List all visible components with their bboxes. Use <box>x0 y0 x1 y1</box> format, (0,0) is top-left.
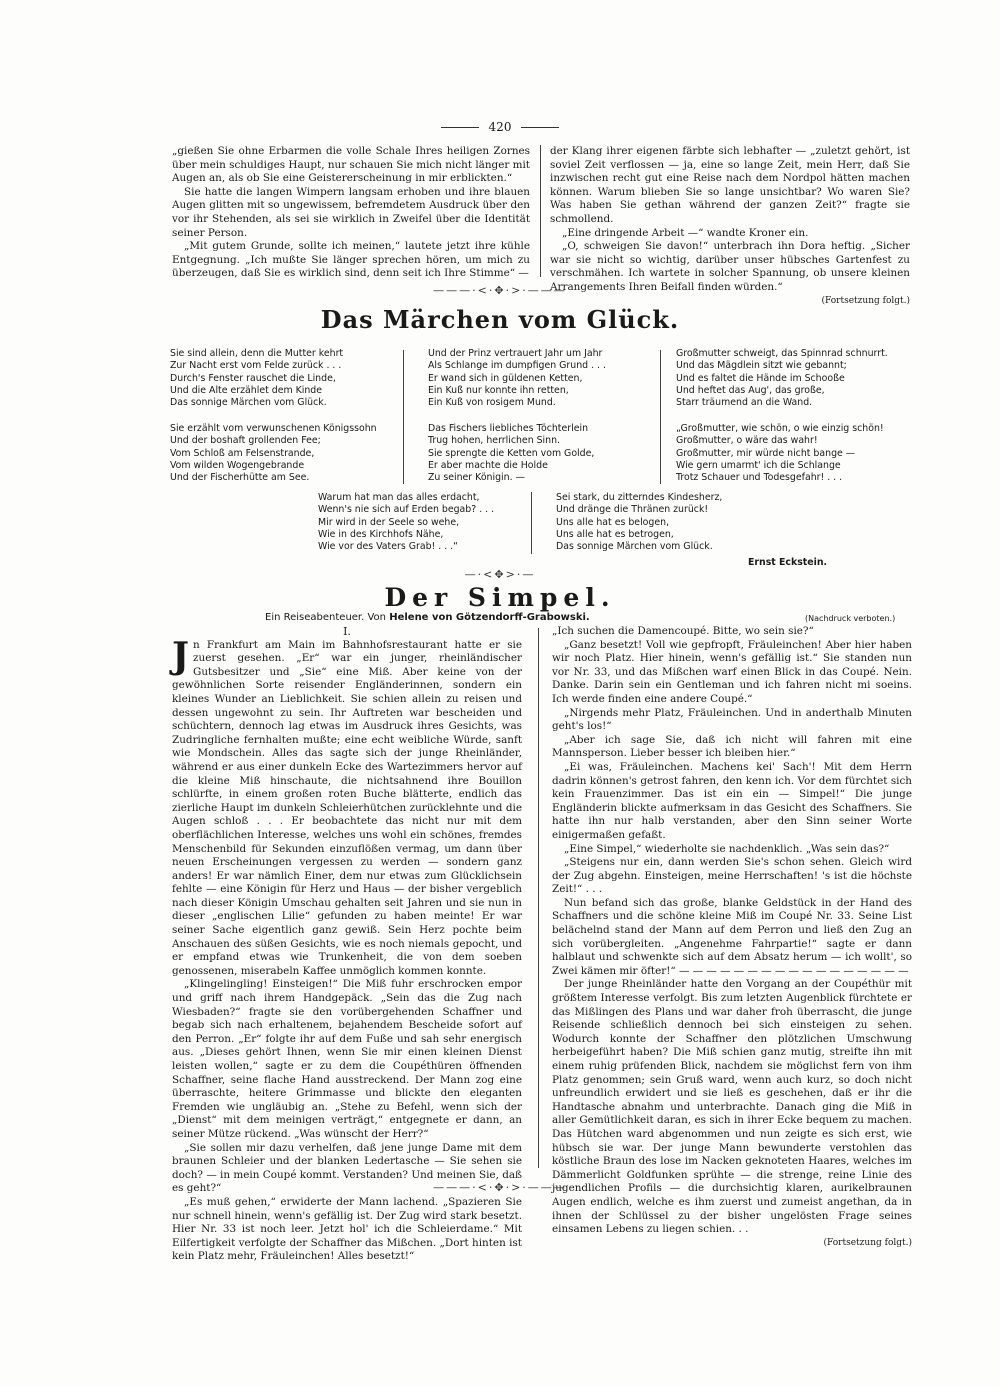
paragraph: „Aber ich sage Sie, daß ich nicht will fahren mit eine Mannsperson. Lieber besser ich bleiben hier.“ <box>552 733 912 760</box>
poem-line: Und der boshaft grollenden Fee; <box>170 435 321 447</box>
poem-stanza <box>428 348 606 409</box>
poem-stanza <box>556 492 722 553</box>
continued-note: (Fortsetzung folgt.) <box>821 295 910 306</box>
paragraph: „Ganz besetzt! Voll wie gepfropft, Fräuleinchen! Aber hier haben wir noch Platz. Hier hinein, wenn's gefällig ist.“ Sie standen nun vor Nr. 33, und das Mißchen warf einen Blick in das Coupé. Nein. Danke. Darin sein ein Gentleman und ich fahren nicht mi soeins. Ich werde finden eine andere Coupé.“ <box>552 638 912 705</box>
poem-line: Großmutter, o wäre das wahr! <box>676 435 818 447</box>
poem-stanza <box>676 423 884 484</box>
paragraph: n Frankfurt am Main im Bahnhofsrestaurant hatte er sie zuerst gesehen. „Er“ war ein junger, rheinländischer Gutsbesitzer und „Sie“ eine Miß. Aber keine von der gewöhnlichen Sorte reisender Engländerinnen, sondern ein kleines Wunder an Lieblichkeit. Sie schien allein zu reisen und dessen ungewohnt zu sein. Ihr Auftreten war bescheiden und schüchtern, dennoch lag etwas im Ausdruck ihres Gesichts, was Zudringliche fernhalten mußte; eine echt weibliche Würde, sanft wie Mondschein. Alles das sagte sich der junge Rheinländer, während er aus einer dunkeln Ecke des Wartezimmers hervor auf die kleine Miß hinschaute, die nichtsahnend ihre Bouillon schlürfte, in einem großen roten Buche blätterte, endlich das zierliche Haupt im dunkeln Schleierhütchen zurücklehnte und die Augen schloß . . . Er beobachtete das nicht nur mit dem oberflächlichen Interesse, welches uns wohl ein schönes, fremdes Menschenbild für Sekunden einzuflößen vermag, um dann über neuen Erscheinungen vergessen zu werden — sondern ganz anders! Er war nämlich Einer, dem nur etwas zum Glücklichsein fehlte — eine Königin für Herz und Haus — der bisher vergeblich nach dieser Königin Umschau gehalten seit Jahren und sie nun in dieser „englischen Lilie“ gefunden zu haben meinte! Er war seiner Sache eigentlich ganz gewiß. Sein Herz pochte beim Anschauen des süßen Gesichts, wie es noch niemals gepocht, und er empfand etwas wie Trunkenheit, die von dem soeben genossenen, miserabeln Kaffee unmöglich kommen konnte. <box>172 638 522 977</box>
ornament-divider-top: ———·<·✥·>·——— <box>433 284 567 297</box>
subtitle-author: Helene von Götzendorff-Grabowski. <box>389 612 590 623</box>
poem-line: Und der Prinz vertrauert Jahr um Jahr <box>428 348 603 359</box>
poem-line: Trotz Schauer und Todesgefahr! . . . <box>676 472 843 484</box>
poem-line: Sie erzählt vom verwunschenen Königssohn <box>170 423 377 434</box>
top-right-column <box>550 145 910 306</box>
poem-line: Das sonnige Märchen vom Glück. <box>170 397 327 409</box>
poem-stanza <box>428 423 594 484</box>
paragraph: „Es muß gehen,“ erwiderte der Mann lachend. „Spazieren Sie nur schnell hinein, wenn's gefällig ist. Der Zug wird stark besetzt. Hier Nr. 33 ist noch leer. Jetzt hol' ich die Schleierdame.“ Mit Eilfertigkeit verfolgte der Schaffner das Mißchen. „Dort hinten ist kein Platz mehr, Fräuleinchen! Alles besetzt!“ <box>172 1195 522 1263</box>
poem-line: Und das Mägdlein sitzt wie gebannt; <box>676 360 847 372</box>
poem-line: Mir wird in der Seele so wehe, <box>318 516 460 528</box>
paragraph: „Nirgends mehr Platz, Fräuleinchen. Und in anderthalb Minuten geht's los!“ <box>552 706 912 733</box>
poem-line: Vom Schloß am Felsenstrande, <box>170 447 315 459</box>
top-column-divider <box>540 145 541 277</box>
poem-line: Als Schlange im dumpfigen Grund . . . <box>428 360 606 372</box>
story-column-divider <box>538 628 539 1168</box>
poem-column-divider <box>660 350 661 484</box>
poem-line: Er aber machte die Holde <box>428 459 548 471</box>
poem-stanza <box>676 348 888 409</box>
poem-line: Uns alle hat es betrogen, <box>556 528 674 540</box>
poem-line: Und es faltet die Hände im Schooße <box>676 372 845 384</box>
poem-line: Und der Fischerhütte am See. <box>170 472 310 484</box>
poem-column-divider <box>403 350 404 484</box>
paragraph: „Klingelingling! Einsteigen!“ Die Miß fuhr erschrocken empor und griff nach ihrem Handgepäck. „Sein das die Zug nach Wiesbaden?“ fragte sie den vorübergehenden Schaffner und begab sich nach erhaltenem, bejahendem Bescheide sofort auf den Perron. „Er“ folgte ihr auf dem Fuße und sah sehr energisch aus. „Dieses gehört Ihnen, wenn Sie mir einen kleinen Dienst leisten wollen,“ sagte er zu dem die Coupéthüren öffnenden Schaffner, seine flache Hand ausstreckend. Der Mann zog eine überraschte, heitere Grimmasse und blickte den eleganten Fremden wie ungläubig an. „Stehe zu Befehl, wenn sich der „Dienst“ mit dem meinigen verträgt,“ entgegnete er dann, an seiner Mütze rückend. „Was wünscht der Herr?“ <box>172 978 522 1140</box>
poem-line: Durch's Fenster rauschet die Linde, <box>170 372 336 384</box>
poem-line: Trug hohen, herrlichen Sinn. <box>428 435 561 447</box>
paragraph: „Eine dringende Arbeit —“ wandte Kroner ein. <box>562 226 809 239</box>
poem-line: Großmutter, mir würde nicht bange — <box>676 447 856 459</box>
poem-line: Großmutter schweigt, das Spinnrad schnurrt. <box>676 348 888 359</box>
poem-line: „Großmutter, wie schön, o wie einzig schön! <box>676 423 884 434</box>
chapter-number: I. <box>343 625 351 638</box>
story-left-column <box>172 625 522 1263</box>
poem-line: Zur Nacht erst vom Felde zurück . . . <box>170 360 342 372</box>
poem-line: Er wand sich in güldenen Ketten, <box>428 372 583 384</box>
poem-author: Ernst Eckstein. <box>748 557 828 568</box>
ornament-divider-mid: —·<✥>·— <box>464 568 536 581</box>
poem-line: Vom wilden Wogengebrande <box>170 459 305 471</box>
paragraph: „Eine Simpel,“ wiederholte sie nachdenklich. „Was sein das?“ <box>564 842 890 855</box>
story-right-column <box>552 625 912 1248</box>
poem-line: Wenn's nie sich auf Erden begab? . . . <box>318 504 495 516</box>
poem-line: Wie gern umarmt' ich die Schlange <box>676 459 841 471</box>
poem-title: Das Märchen vom Glück. <box>320 305 680 334</box>
paragraph: „O, schweigen Sie davon!“ unterbrach ihn Dora heftig. „Sicher war sie nicht so wichtig, darüber unser hübsches Gartenfest zu verschmähen. Ich wartete in solcher Spannung, ob unsere kleinen Arrangements Ihren Beifall finden würden.“ <box>550 240 910 293</box>
poem-line: Das sonnige Märchen vom Glück. <box>556 541 713 553</box>
top-left-column <box>172 145 530 280</box>
story-subtitle <box>265 612 590 623</box>
poem-line: Wie vor des Vaters Grab! . . .“ <box>318 541 459 553</box>
poem-line: Das Fischers liebliches Töchterlein <box>428 423 589 434</box>
subtitle-prefix: Ein Reiseabenteuer. Von <box>265 612 387 623</box>
paragraph: „gießen Sie ohne Erbarmen die volle Schale Ihres heiligen Zornes über mein schuldiges Haupt, nur schauen Sie mich nicht länger mit Augen an, als ob Sie eine Geistererscheinung in mir erblickten.“ <box>172 145 530 185</box>
poem-line: Und heftet das Aug', das große, <box>676 384 825 396</box>
poem-line: Und dränge die Thränen zurück! <box>556 504 709 516</box>
poem-column-divider <box>531 492 532 554</box>
poem-line: Warum hat man das alles erdacht, <box>318 492 480 503</box>
poem-stanza <box>318 492 494 553</box>
paragraph: „Sie sollen mir dazu verhelfen, daß jene junge Dame mit dem braunen Schleier und der blanken Ledertasche — Sie sehen sie doch? — in mein Coupé kommt. Verstanden? Und meinen Sie, daß es geht?“ <box>172 1141 522 1195</box>
poem-line: Wie in des Kirchhofs Nähe, <box>318 528 444 540</box>
poem-line: Uns alle hat es belogen, <box>556 516 670 528</box>
paragraph: Nun befand sich das große, blanke Geldstück in der Hand des Schaffners und die schöne kleine Miß im Coupé Nr. 33. Seine List belächelnd stand der Mann auf dem Perron und ließ den Zug an sich vorübergleiten. „Angenehme Fahrpartie!“ sagte er dann halblaut und schwenkte sich auf dem Absatz herum — ich wollt', so Zwei kämen mir öfter!“ — — — — — — — — — — — — — — — — — <box>552 896 912 977</box>
paragraph: Der junge Rheinländer hatte den Vorgang an der Coupéthür mit größtem Interesse verfolgt. Bis zum letzten Augenblick fürchtete er das Mißlingen des Plans und war daher froh überrascht, die junge Reisende schließlich dennoch bei sich einsteigen zu sehen. Wodurch konnte der Schaffner den plötzlichen Umschwung herbeigeführt haben? Die Miß schien ganz mutig, streifte ihn mit einem ruhig prüfenden Blick, nachdem sie möglichst fern von ihm Platz genommen; sein Gruß ward, wenn auch kurz, so doch nicht unfreundlich erwidert und sie ließ es geschehen, daß er ihr die Handtasche abnahm und unterbrachte. Danach ging die Miß in aller Gemütlichkeit daran, es sich in ihrer Ecke bequem zu machen. Das Hütchen ward abgenommen und nun zeigte es sich erst, wie hübsch sie war. Der junge Mann bewunderte verstohlen das köstliche Braun des lose im Nacken geknoteten Haares, welches im Dämmerlicht Goldfunken sprühte — die strenge, reine Linie des jugendlichen Profils — die durchsichtig klaren, aurikelbraunen Augen endlich, welche es ihm zuerst und zumeist angethan, da in ihnen der Schlüssel zu der bisher ungelösten Frage seines einsamen Lebens zu liegen schien. . . <box>552 978 912 1236</box>
poem-stanza <box>170 423 377 484</box>
paragraph: Sie hatte die langen Wimpern langsam erhoben und ihre blauen Augen glitten mit so ungewissem, befremdetem Ausdruck über den vor ihr Stehenden, als sei sie wirklich in Zweifel über die Identität seiner Person. <box>172 185 530 239</box>
page-number: 420 <box>0 120 1000 134</box>
paragraph: „Steigens nur ein, dann werden Sie's schon sehen. Gleich wird der Zug abgehn. Einsteigen, meine Herrschaften! 's ist die höchste Zeit!“ . . . <box>552 856 912 896</box>
story-title: Der Simpel. <box>384 583 616 612</box>
paragraph: „Mit gutem Grunde, sollte ich meinen,“ lautete jetzt ihre kühle Entgegnung. „Ich mußte Sie länger sprechen hören, um mich zu überzeugen, daß Sie es wirklich sind, denn seit ich Ihre Stimme“ — <box>172 240 530 280</box>
paragraph: der Klang ihrer eigenen färbte sich lebhafter — „zuletzt gehört, ist soviel Zeit verflossen — ja, eine so lange Zeit, mein Herr, daß Sie inzwischen recht gut eine Reise nach dem Nordpol hätten machen können. Warum blieben Sie so lange unsichtbar? Wo waren Sie? Was haben Sie gethan während der ganzen Zeit?“ fragte sie schmollend. <box>550 145 910 225</box>
poem-line: Sie sind allein, denn die Mutter kehrt <box>170 348 344 359</box>
poem-line: Sei stark, du zitterndes Kindesherz, <box>556 492 723 503</box>
poem-line: Ein Kuß von rosigem Mund. <box>428 397 556 409</box>
ornament-divider-bottom: ———·<·✥·>·——— <box>433 1181 567 1194</box>
poem-line: Starr träumend an die Wand. <box>676 397 813 409</box>
paragraph: „Ei was, Fräuleinchen. Machens kei' Sach'! Mit dem Herrn dadrin können's getrost fahren, den kenn ich. Vor dem fürchtet sich kein Frauenzimmer. Das ist ein ein — Simpel!“ Die junge Engländerin blickte aufmerksam in das Gesicht des Schaffners. Sie hatte ihn nur halb verstanden, aber den Sinn seiner Worte einigermaßen gefaßt. <box>552 760 912 841</box>
continued-note: (Fortsetzung folgt.) <box>823 1237 912 1248</box>
drop-cap: J <box>172 634 190 677</box>
poem-line: Zu seiner Königin. — <box>428 472 525 484</box>
poem-line: Sie sprengte die Ketten vom Golde, <box>428 447 595 459</box>
poem-stanza <box>170 348 343 409</box>
poem-line: Und die Alte erzählet dem Kinde <box>170 384 322 396</box>
reprint-note: (Nachdruck verboten.) <box>805 614 896 623</box>
poem-line: Ein Kuß nur konnte ihn retten, <box>428 384 569 396</box>
paragraph: „Ich suchen die Damencoupé. Bitte, wo sein sie?“ <box>552 625 814 637</box>
